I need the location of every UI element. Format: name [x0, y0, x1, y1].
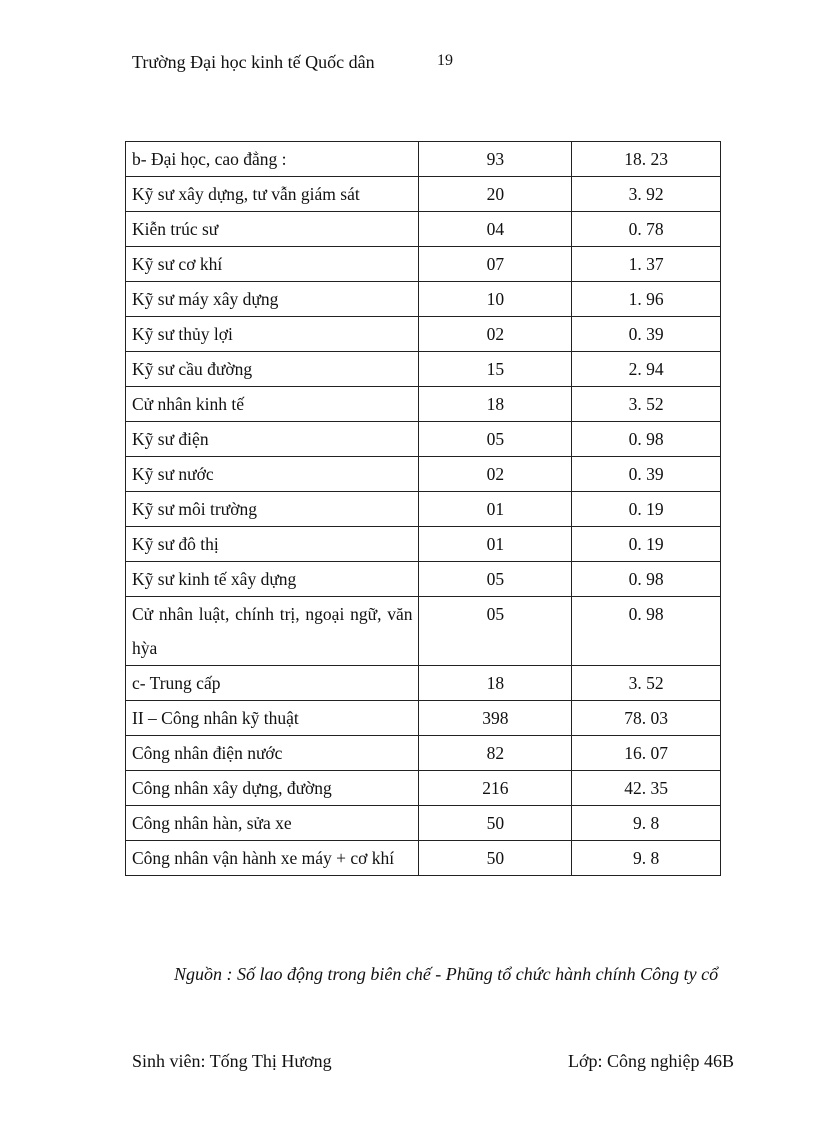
source-note: Nguồn : Số lao động trong biên chế - Phũng tổ chức hành chính Công ty cổ: [174, 964, 719, 984]
table-row: [126, 597, 721, 666]
row-percent: 9. 8: [572, 841, 721, 876]
row-count: 18: [419, 387, 572, 422]
row-count: 50: [419, 841, 572, 876]
row-percent: 0. 98: [572, 562, 721, 597]
table-row: [126, 352, 721, 387]
row-count: 05: [419, 597, 572, 666]
table-row: [126, 841, 721, 876]
table-row: [126, 212, 721, 247]
row-label: Công nhân vận hành xe máy + cơ khí: [126, 841, 419, 876]
table-row: [126, 317, 721, 352]
table-row: [126, 282, 721, 317]
row-count: 18: [419, 666, 572, 701]
row-percent: 78. 03: [572, 701, 721, 736]
row-percent: 0. 39: [572, 317, 721, 352]
row-label: c- Trung cấp: [126, 666, 419, 701]
row-percent: 18. 23: [572, 142, 721, 177]
row-label: Kỹ sư cầu đường: [126, 352, 419, 387]
row-count: 50: [419, 806, 572, 841]
table-row: [126, 701, 721, 736]
row-label: Kỹ sư nước: [126, 457, 419, 492]
row-count: 02: [419, 457, 572, 492]
row-count: 15: [419, 352, 572, 387]
table-row: [126, 771, 721, 806]
row-label: Kỹ sư máy xây dựng: [126, 282, 419, 317]
row-label: Kỹ sư môi trường: [126, 492, 419, 527]
table-row: [126, 457, 721, 492]
row-percent: 0. 19: [572, 527, 721, 562]
row-label: Kiễn trúc sư: [126, 212, 419, 247]
row-label: Kỹ sư kinh tế xây dựng: [126, 562, 419, 597]
table-row: [126, 177, 721, 212]
page-header: Trường Đại học kinh tế Quốc dân: [132, 52, 375, 72]
row-percent: 3. 52: [572, 387, 721, 422]
row-label: Công nhân điện nước: [126, 736, 419, 771]
footer-class: Lớp: Công nghiệp 46B: [567, 1051, 734, 1071]
row-count: 02: [419, 317, 572, 352]
table-row: [126, 806, 721, 841]
staff-table: [125, 141, 721, 876]
table-row: [126, 492, 721, 527]
row-label: Cử nhân kinh tế: [126, 387, 419, 422]
table-row: [126, 247, 721, 282]
table-row: [126, 736, 721, 771]
row-percent: 0. 39: [572, 457, 721, 492]
row-label: Kỹ sư đô thị: [126, 527, 419, 562]
row-label: b- Đại học, cao đẳng :: [126, 142, 419, 177]
row-percent: 9. 8: [572, 806, 721, 841]
footer-student: Sinh viên: Tống Thị Hương: [132, 1051, 332, 1071]
row-count: 93: [419, 142, 572, 177]
staff-table-body: [126, 142, 721, 876]
row-label: Công nhân hàn, sửa xe: [126, 806, 419, 841]
row-percent: 0. 98: [572, 597, 721, 666]
row-label: Công nhân xây dựng, đường: [126, 771, 419, 806]
row-count: 05: [419, 422, 572, 457]
row-count: 05: [419, 562, 572, 597]
row-percent: 3. 52: [572, 666, 721, 701]
row-count: 04: [419, 212, 572, 247]
row-count: 398: [419, 701, 572, 736]
row-percent: 42. 35: [572, 771, 721, 806]
table-row: [126, 422, 721, 457]
row-label: Cử nhân luật, chính trị, ngoại ngữ, văn hỳa: [126, 597, 419, 666]
row-label: Kỹ sư xây dựng, tư vẫn giám sát: [126, 177, 419, 212]
table-row: [126, 387, 721, 422]
table-row: [126, 142, 721, 177]
row-count: 82: [419, 736, 572, 771]
row-percent: 2. 94: [572, 352, 721, 387]
row-percent: 3. 92: [572, 177, 721, 212]
row-count: 01: [419, 492, 572, 527]
row-count: 10: [419, 282, 572, 317]
row-percent: 1. 96: [572, 282, 721, 317]
row-percent: 1. 37: [572, 247, 721, 282]
table-row: [126, 527, 721, 562]
row-percent: 0. 19: [572, 492, 721, 527]
row-label: Kỹ sư điện: [126, 422, 419, 457]
row-label: Kỹ sư thủy lợi: [126, 317, 419, 352]
table-row: [126, 666, 721, 701]
row-count: 07: [419, 247, 572, 282]
row-count: 216: [419, 771, 572, 806]
row-percent: 16. 07: [572, 736, 721, 771]
row-count: 01: [419, 527, 572, 562]
row-label: II – Công nhân kỹ thuật: [126, 701, 419, 736]
row-label: Kỹ sư cơ khí: [126, 247, 419, 282]
row-percent: 0. 78: [572, 212, 721, 247]
row-percent: 0. 98: [572, 422, 721, 457]
page-number: 19: [437, 52, 453, 69]
row-count: 20: [419, 177, 572, 212]
table-row: [126, 562, 721, 597]
